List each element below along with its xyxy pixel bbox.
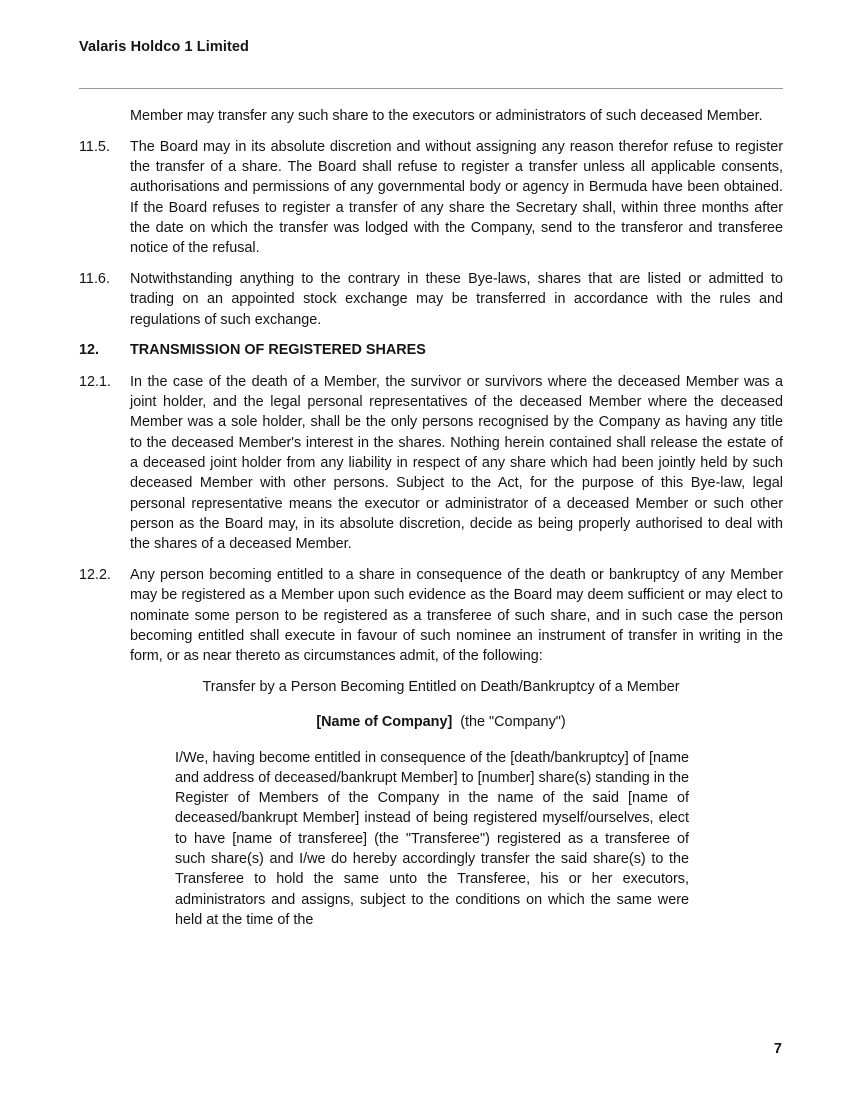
paragraph-11-6 <box>79 269 783 330</box>
paragraph-number: 12.2. <box>79 566 112 583</box>
paragraph-text: The Board may in its absolute discretion and without assigning any reason therefor refuse to register the transfer of a share. The Board shall refuse to register a transfer unless all applicable consents, authorisations and permissions of any governmental body or agency in Bermuda have been obtained. If the Board refuses to register a transfer of any share the Secretary shall, within three months after the date on which the transfer was lodged with the Company, send to the transferor and transferee notice of the refusal. <box>130 138 783 257</box>
paragraph-11-5 <box>79 137 783 259</box>
paragraph-text: Notwithstanding anything to the contrary in these Bye-laws, shares that are listed or admitted to trading on an appointed stock exchange may be transferred in accordance with the rules and regulations of such exchange. <box>130 271 783 328</box>
paragraph-12-2 <box>79 565 783 666</box>
paragraph-text: Any person becoming entitled to a share in consequence of the death or bankruptcy of any Member may be registered as a Member upon such evidence as the Board may deem sufficient or may elect to nominate some person to be registered as a transferee of such share, and in such case the person becoming entitled shall execute in favour of such nominee an instrument of transfer in writing in the form, or as near thereto as circumstances admit, of the following: <box>130 566 783 665</box>
page-number: 7 <box>773 1041 782 1057</box>
paragraph-number <box>79 106 130 126</box>
paragraph-text: In the case of the death of a Member, the survivor or survivors where the deceased Member was a joint holder, and the legal personal representatives of the deceased Member where the deceased Member was a sole holder, shall be the only persons recognised by the Company as having any title to the deceased Member's interest in the shares. Nothing herein contained shall release the estate of a deceased joint holder from any liability in respect of any share which had been jointly held by such deceased Member with other persons. Subject to the Act, for the purpose of this Bye-law, legal personal representative means the executor or administrator of a deceased Member or such other person as the Board may, in its absolute discretion, decide as being properly authorised to deal with the shares of a deceased Member. <box>130 373 783 553</box>
paragraph-continuation <box>79 106 783 126</box>
section-title: TRANSMISSION OF REGISTERED SHARES <box>130 342 426 359</box>
section-heading <box>79 340 783 360</box>
paragraph-text: Member may transfer any such share to the executors or administrators of such deceased Member. <box>130 108 763 124</box>
form-title: Transfer by a Person Becoming Entitled on Death/Bankruptcy of a Member <box>202 678 680 695</box>
document-body <box>79 106 783 930</box>
paragraph-number: 12.1. <box>79 373 112 390</box>
form-company-line <box>79 712 783 732</box>
paragraph-number: 11.6. <box>79 271 110 288</box>
paragraph-number: 11.5. <box>79 138 110 155</box>
form-body-text: I/We, having become entitled in consequence of the [death/bankruptcy] of [name and address of deceased/bankrupt Member] to [number] share(s) standing in the Register of Members of the Company in the name of the said [name of deceased/bankrupt Member] instead of being registered myself/ourselves, elect to have [name of transferee] (the "Transferee") registered as a transferee of such share(s) and I/we do hereby accordingly transfer the said share(s) to the Transferee to hold the same unto the Transferee, his or her executors, administrators and assigns, subject to the conditions on which the same were held at the time of the <box>175 749 689 928</box>
company-name-placeholder: [Name of Company] <box>316 714 453 731</box>
header-divider <box>79 88 783 89</box>
section-number: 12. <box>79 342 100 359</box>
paragraph-12-1 <box>79 372 783 555</box>
document-header: Valaris Holdco 1 Limited <box>79 39 250 55</box>
company-suffix: (the "Company") <box>460 714 566 731</box>
